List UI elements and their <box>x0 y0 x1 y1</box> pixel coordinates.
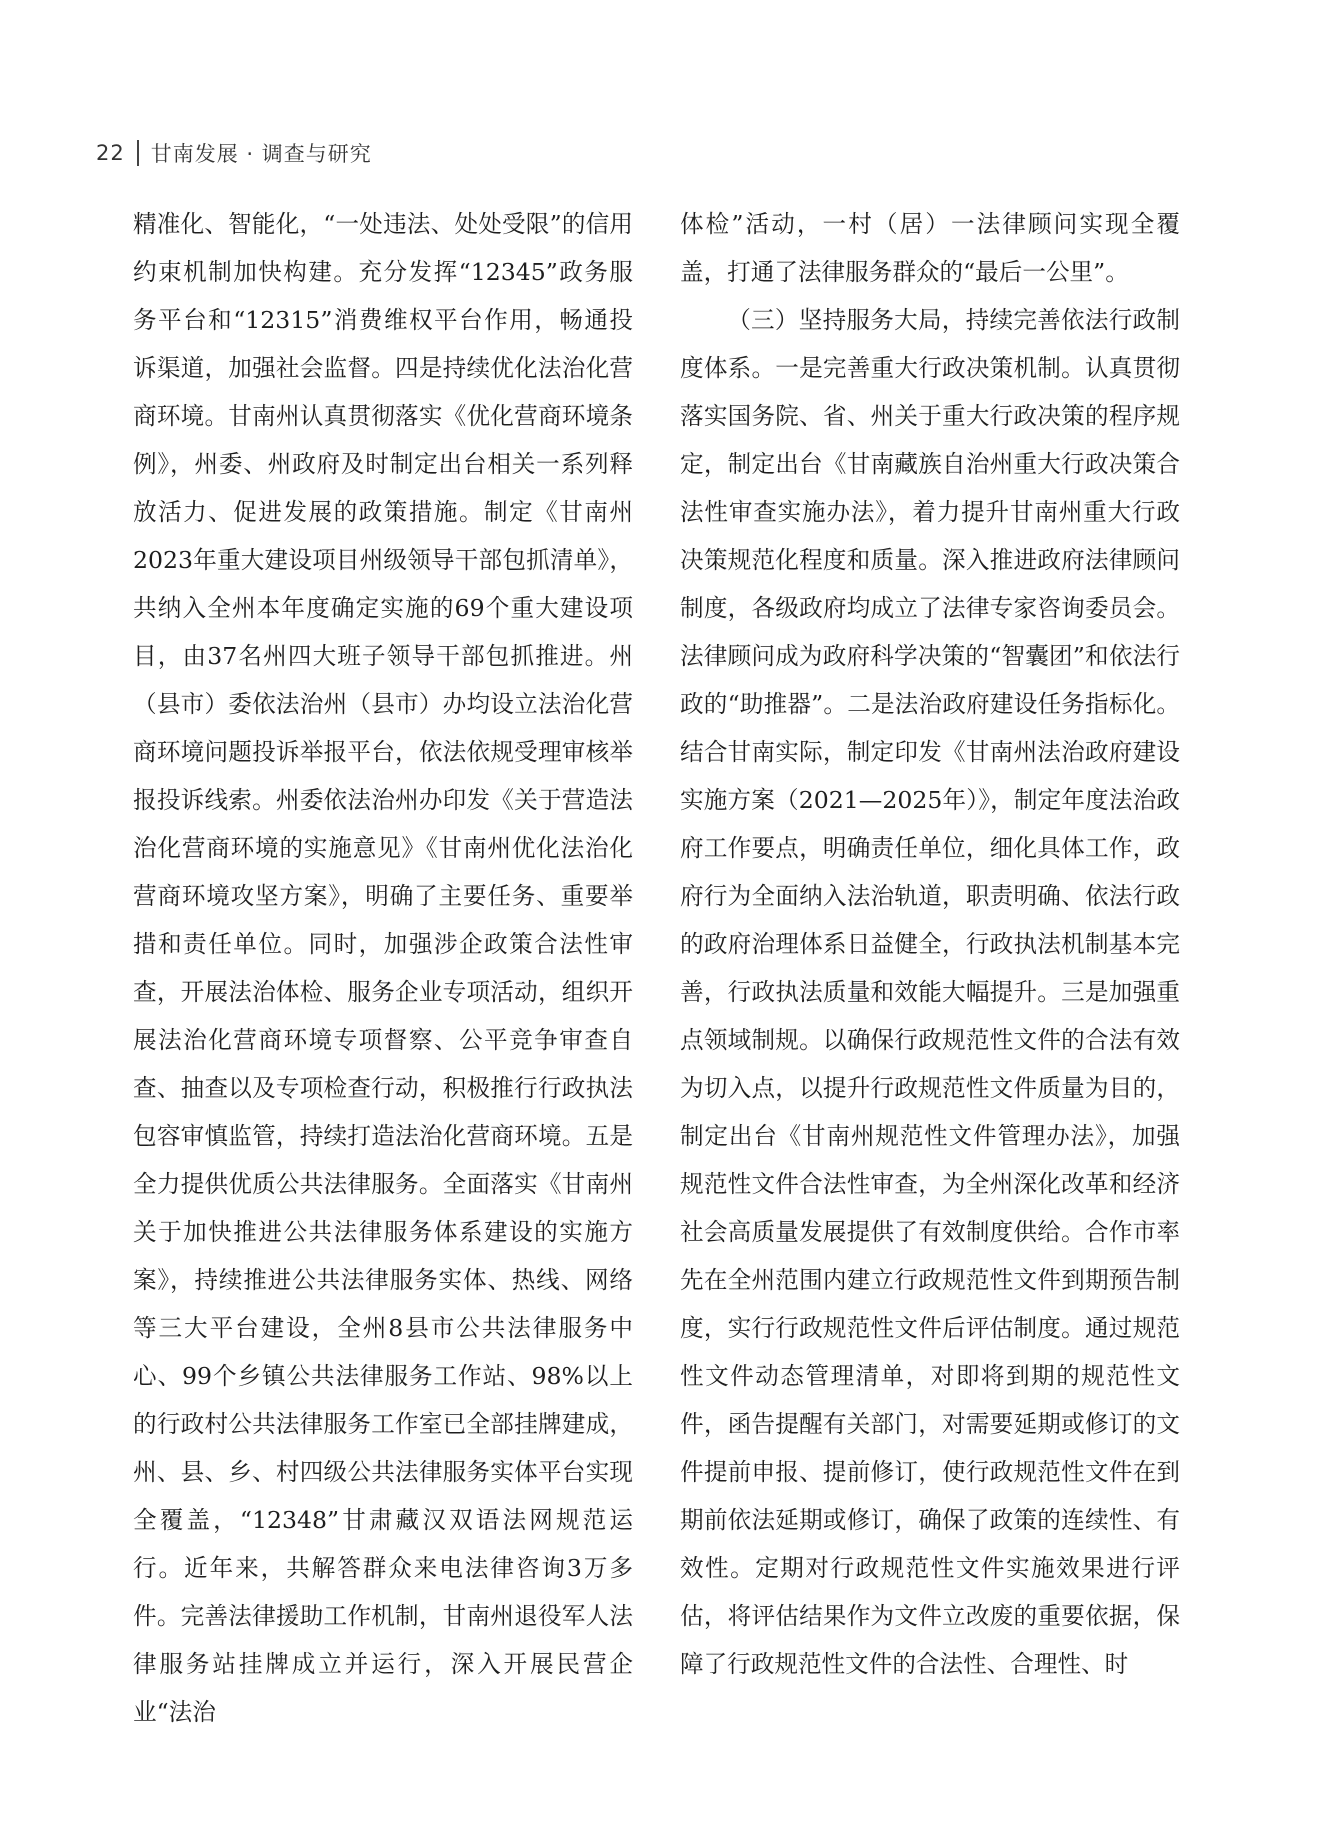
running-header <box>96 136 372 170</box>
header-divider <box>137 140 139 166</box>
body-paragraph: 精准化、智能化，“一处违法、处处受限”的信用约束机制加快构建。充分发挥“12345”政务服务平台和“12315”消费维权平台作用，畅通投诉渠道，加强社会监督。四是持续优化法治化营商环境。甘南州认真贯彻落实《优化营商环境条例》，州委、州政府及时制定出台相关一系列释放活力、促进发展的政策措施。制定《甘南州2023年重大建设项目州级领导干部包抓清单》，共纳入全州本年度确定实施的69个重大建设项目，由37名州四大班子领导干部包抓推进。州（县市）委依法治州（县市）办均设立法治化营商环境问题投诉举报平台，依法依规受理审核举报投诉线索。州委依法治州办印发《关于营造法治化营商环境的实施意见》《甘南州优化法治化营商环境攻坚方案》，明确了主要任务、重要举措和责任单位。同时，加强涉企政策合法性审查，开展法治体检、服务企业专项活动，组织开展法治化营商环境专项督察、公平竞争审查自查、抽查以及专项检查行动，积极推行行政执法包容审慎监管，持续打造法治化营商环境。五是全力提供优质公共法律服务。全面落实《甘南州关于加快推进公共法律服务体系建设的实施方案》，持续推进公共法律服务实体、热线、网络等三大平台建设，全州8县市公共法律服务中心、99个乡镇公共法律服务工作站、98%以上的行政村公共法律服务工作室已全部挂牌建成，州、县、乡、村四级公共法律服务实体平台实现全覆盖，“12348”甘肃藏汉双语法网规范运行。近年来，共解答群众来电法律咨询3万多件。完善法律援助工作机制，甘南州退役军人法律服务站挂牌成立并运行，深入开展民营企业“法治 <box>133 210 633 1726</box>
right-column <box>680 200 1180 1688</box>
left-column <box>133 200 633 1736</box>
publication-title: 甘南发展 · 调查与研究 <box>150 142 372 166</box>
body-paragraph: 体检”活动，一村（居）一法律顾问实现全覆盖，打通了法律服务群众的“最后一公里”。 <box>680 210 1180 286</box>
page-number: 22 <box>96 141 125 165</box>
body-paragraph: （三）坚持服务大局，持续完善依法行政制度体系。一是完善重大行政决策机制。认真贯彻落实国务院、省、州关于重大行政决策的程序规定，制定出台《甘南藏族自治州重大行政决策合法性审查实施办法》，着力提升甘南州重大行政决策规范化程度和质量。深入推进政府法律顾问制度，各级政府均成立了法律专家咨询委员会。法律顾问成为政府科学决策的“智囊团”和依法行政的“助推器”。二是法治政府建设任务指标化。结合甘南实际，制定印发《甘南州法治政府建设实施方案（2021—2025年）》，制定年度法治政府工作要点，明确责任单位，细化具体工作，政府行为全面纳入法治轨道，职责明确、依法行政的政府治理体系日益健全，行政执法机制基本完善，行政执法质量和效能大幅提升。三是加强重点领域制规。以确保行政规范性文件的合法有效为切入点，以提升行政规范性文件质量为目的，制定出台《甘南州规范性文件管理办法》，加强规范性文件合法性审查，为全州深化改革和经济社会高质量发展提供了有效制度供给。合作市率先在全州范围内建立行政规范性文件到期预告制度，实行行政规范性文件后评估制度。通过规范性文件动态管理清单，对即将到期的规范性文件，函告提醒有关部门，对需要延期或修订的文件提前申报、提前修订，使行政规范性文件在到期前依法延期或修订，确保了政策的连续性、有效性。定期对行政规范性文件实施效果进行评估，将评估结果作为文件立改废的重要依据，保障了行政规范性文件的合法性、合理性、时 <box>680 306 1180 1678</box>
